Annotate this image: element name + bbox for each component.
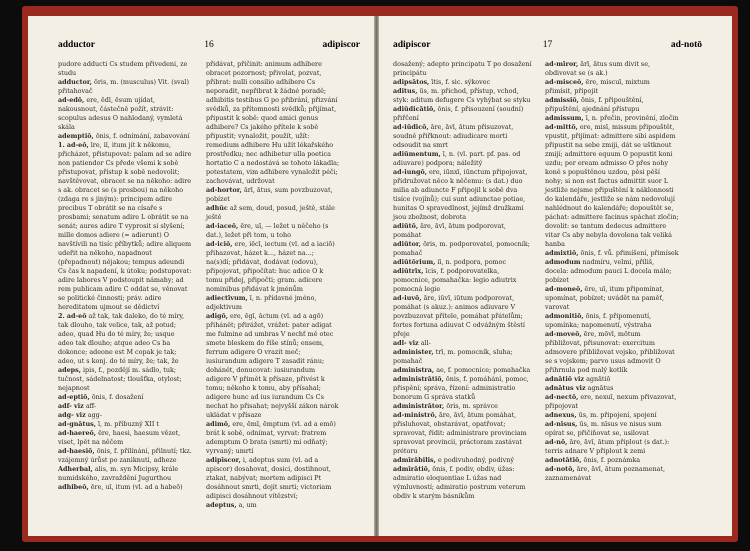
entry-headword: ad-ministrō, <box>393 411 437 419</box>
entry-definition: ōnis, f. podiv, obdiv, úžas: admiratio eloquentiae L úžas nad výmluvností; admiratio postrum veterum obdiv k starým básníkům <box>393 465 526 500</box>
dictionary-entry <box>545 312 679 330</box>
dictionary-entry <box>58 78 192 96</box>
entry-headword: admissum, <box>545 114 584 122</box>
entry-definition: pudore adducti Cs studem přivedeni, ze studu <box>58 60 188 77</box>
book-cover <box>22 6 738 542</box>
entry-headword: adductor, <box>58 78 92 86</box>
right-page-column-1 <box>393 60 533 501</box>
dictionary-entry <box>393 402 533 411</box>
right-guide-word-last: ad-notō <box>670 40 702 50</box>
entry-headword: ad-iuvō, <box>393 294 422 302</box>
dictionary-entry <box>58 402 192 411</box>
dictionary-entry <box>393 240 533 258</box>
entry-definition: ārī, ātus, sum povzbuzovat, pobízet <box>206 186 333 203</box>
entry-definition: ōris, m. (musculus) Vit. (sval) přitahovač <box>58 78 189 95</box>
right-guide-word-first: adipiscor <box>393 40 431 50</box>
entry-headword: admonitiō, <box>545 312 584 320</box>
entry-headword: ad-nectō, <box>545 393 579 401</box>
entry-definition: přidávat, přičinit: animum adhibere obracet pozornost; přivolat, pozvat, přibrat: nulli consilio adhibere Cs neporadit, nepřibrat k žádné poradě; adhibitis testibus G po přibrání, přizvání svědků, za přítomnosti svědků; přijímat, připustit k sobě: quod amici genus adhibere? Cs jakého přítele k sobě připustit; vynaložit, použít, užít: remedium adhibere Hu užít lékařského prostředku; nec adhibetur ulla poetica hortatio C a nedostává se tohoto lákadla; potestatem, vim adhibere vynaložit péči; zachovávat, udržovat <box>206 60 340 185</box>
entry-headword: ad-notō, <box>545 465 575 473</box>
entry-definition: ēre, uī, itum připomínat, upomínat, pobízet; uvádět na paměť, varovat <box>545 285 665 311</box>
entry-headword: admissiō, <box>545 96 579 104</box>
dictionary-entry <box>545 411 679 420</box>
entry-headword: adiectīvum, <box>206 294 248 302</box>
dictionary-entry <box>545 258 679 285</box>
entry-definition: ī, m. příbuzný XII t <box>98 420 159 428</box>
entry-definition: ēre, haesi, haesum vězet, viset, lpět na něčem <box>58 429 181 446</box>
entry-definition: ēre, mōvī, mōtum přibližovat, přisunovat: exercitum admovere přibližovat vojsko, přibližovat se s vojskem; parvo usus admovit O přihrnula pod malý kotlík <box>545 330 675 374</box>
entry-headword: admīrābilis, <box>393 456 436 464</box>
dictionary-entry <box>393 222 533 240</box>
entry-definition: ēre, miscuī, mixtum přimísit, připojit <box>545 78 650 95</box>
entry-definition: ere, iūnxī, iūnctum připojovat, přidružovat něco k něčemu: (s dat.) duo milia ab adiuncte F připojil k sobě dva tisíce (vojínů); cui sunt adiunctae potiae, hunitas O spravedlnost, jejímž družkami jsou zbožnost, dobrota <box>393 168 528 221</box>
entry-headword: ad-edō, <box>58 96 85 104</box>
entry-headword: adiūmentum, <box>393 150 441 158</box>
right-page-column-2 <box>545 60 679 483</box>
entry-definition: i, adeptus sum (vl. ad a apiscor) dosahovat, dosici, dostihnout, ztakat, nabývat; mortem adipisci Pt dosáhnout smrti, dojít smrti; victoriam adipisci dosáhnout vítězství; <box>206 456 332 500</box>
entry-definition: ōnis, f. dosažení <box>91 393 144 401</box>
entry-definition: ōnis, f. připomenutí, upomínka; napomenutí, výstraha <box>545 312 652 329</box>
entry-definition: ōris, m. podporovatel, pomocník; pomahač <box>393 240 530 257</box>
entry-definition: ūs, m. nīsus ve nisus sum opírat se, přičiňovat se, usilovat <box>545 420 662 437</box>
entry-headword: admodum <box>545 258 581 266</box>
dictionary-entry <box>206 240 340 294</box>
dictionary-entry <box>545 285 679 312</box>
entry-definition: trī, m. pomocník, sluha; pomahač <box>393 348 513 365</box>
entry-definition: āre, āvī, ātum pomáhat, přisluhovat, obstarávat, opatřovat; spravovat, řídit: administrare provinciam spravovat provincii, práctoram zastávat prétoru <box>393 411 527 455</box>
dictionary-entry <box>545 456 679 465</box>
entry-definition: ēre, uī, itum (vl. ad a habeō) <box>90 483 183 491</box>
dictionary-entry <box>545 438 679 456</box>
entry-definition: ōnis, f. poznámka <box>583 456 641 464</box>
entry-definition: ōnis, f. přilínání, přilnutí; tkz. vzájemný úrůst po zaniknutí, adheze <box>58 447 192 464</box>
entry-headword: 2. ad-eō <box>58 312 87 320</box>
dictionary-entry <box>545 384 679 393</box>
entry-headword: ad-mittō, <box>545 123 578 131</box>
entry-headword: ad-nīsus, <box>545 420 578 428</box>
dictionary-entry <box>393 339 533 348</box>
entry-definition: aff- <box>85 402 97 410</box>
dictionary-entry <box>393 78 533 87</box>
entry-definition: nadmíru, velmi, příliš, docela: admodum pauci L docela málo; pobízet <box>545 258 672 284</box>
entry-headword: adeptus, <box>206 501 237 509</box>
entry-definition: āre, āvī, ātum připlout (s dat.): terris adnare V připlout k zemi <box>545 438 670 455</box>
entry-headword: adiūdicātiō, <box>393 105 436 113</box>
entry-definition: ere, ēdī, ēsum ujídat, nakousnout, částečně požít, strávit: scopulus adesus O nahlodaný, vymletá skála <box>58 96 183 131</box>
dictionary-entry <box>545 249 679 258</box>
entry-headword: ad-eptiō, <box>58 393 90 401</box>
entry-definition: īre, iī, itum jít k někomu, přicházet, přistupovat: palam ad se adire non patiendor Cs přede všemi k sobě přistupovat, přístup k sobě nedovolit; navštěvovat, obracet se na někoho: adire s ak. obracet se (s prosbou) na někoho (zdaga re s jiným): principem adire precibus T obrátit se na císaře s prosbami; senatum adire L obrátit se na senát; aures adire T vyprosit si slyšení; mille domos adiere (= adierunt) O navštívili na tisíc příbytků; adire aliquem udeřit na někoho, napadnout (přepadnout) nějakou; tempus adeundi Cs čas k napadení, k útoku; podstupovat: adire labores V podstoupit námahy; ad rem publicam adire C oddat se, věnovat se politické činnosti; práv. adire hereditatem ujmout se dědictví <box>58 141 192 311</box>
dictionary-entry <box>393 348 533 366</box>
entry-headword: ad-iciō, <box>206 240 233 248</box>
entry-definition: īcis, f. podporovatelka, pomocnice, pomahačka: legio adiutrix pomocná legie <box>393 267 517 293</box>
entry-headword: adhūc <box>206 204 228 212</box>
entry-headword: ad-moneō, <box>545 285 583 293</box>
dictionary-entry <box>545 330 679 375</box>
entry-headword: adeps, <box>58 366 81 374</box>
dictionary-entry <box>393 456 533 465</box>
entry-definition: ī, n. přečin, provinění, zločin <box>585 114 679 122</box>
entry-headword: administra, <box>393 366 435 374</box>
entry-definition: ōnis, f. pomáhání, pomoc, přispění; správa, řízení: administratio bonorum G správa statků <box>393 375 529 401</box>
entry-headword: ad-haesiō, <box>58 447 95 455</box>
entry-headword: 1. ad-eō, <box>58 141 89 149</box>
dictionary-entry <box>58 420 192 429</box>
entry-headword: adiūtrīx, <box>393 267 424 275</box>
left-guide-word-last: adipiscor <box>322 40 360 50</box>
dictionary-entry <box>545 123 679 249</box>
entry-definition: all- <box>420 339 431 347</box>
dictionary-entry <box>545 60 679 78</box>
dictionary-entry <box>206 312 340 420</box>
dictionary-entry <box>545 420 679 438</box>
dictionary-entry <box>393 87 533 105</box>
dictionary-entry <box>206 204 340 222</box>
entry-headword: Adherbal, <box>58 465 93 473</box>
entry-definition: āre, āvī, ātum poznamenat, zaznamenávat <box>545 465 666 482</box>
entry-headword: adipsātos, <box>393 78 430 86</box>
dictionary-entry <box>206 60 340 186</box>
entry-headword: adnotātiō, <box>545 456 582 464</box>
entry-headword: adiūtor, <box>393 240 422 248</box>
entry-headword: admixtiō, <box>545 249 579 257</box>
dictionary-entry <box>206 456 340 501</box>
entry-definition: dosažený; adepto principatu T po dosažení principátu <box>393 60 532 77</box>
entry-definition: alis, m. syn Micipsy, krále numidského, zavraždění Jugurthou <box>58 465 179 482</box>
entry-definition: iī, n. podpora, pomoc <box>437 258 507 266</box>
entry-definition: āre, āvī, ātum přisuzovat, soudně přiřknout: adiudicare morti odsoudit na smrt <box>393 123 514 149</box>
entry-headword: ad-mīror, <box>545 60 579 68</box>
dictionary-entry <box>393 366 533 375</box>
dictionary-entry <box>206 420 340 456</box>
entry-headword: adiūtō, <box>393 222 419 230</box>
dictionary-entry <box>545 375 679 384</box>
dictionary-entry <box>58 447 192 465</box>
left-page <box>28 16 374 536</box>
left-guide-word-first: adductor <box>58 40 95 50</box>
dictionary-entry <box>545 465 679 483</box>
dictionary-entry <box>545 96 679 114</box>
dictionary-entry <box>206 294 340 312</box>
entry-definition: ere, ēgī, āctum (vl. ad a agō) přihánět; přirážet, vrážet: pater adigat me fulmine ad umbras V nechť mě otec smete bleskem do říše stínů; ensem, ferrum adigere O vrazit meč; iusiurandum adigere T zasadit ránu; dohánět, donucovat: iusiurandum adigere V přimět k přísaze, přivést k tomu; někoho k tomu, aby přísahal; adigere hunc ad ius iurandum Cs Cs nechat ho přisahat; nejvyšší zákon nárok ukládat v přísaze <box>206 312 339 419</box>
entry-definition: ārī, ātus sum divit se, obdivovat se (s ak.) <box>545 60 651 77</box>
dictionary-entry <box>58 132 192 141</box>
entry-definition: ēre, uī, — ležet u něčeho (s dat.), ležet při tom, u toho <box>206 222 329 239</box>
entry-definition: ere, iēcī, iectum (vl. ad a iaciō) přihazovat, házet k..., házet na...; na(s)dí; přidávat, dodávat (odovu), připojovat, připočítat: huc adice O k tomu přidej, připočti; gram. adicere nominibus přidávat k jménům <box>206 240 335 293</box>
entry-headword: adhibeō, <box>58 483 89 491</box>
entry-headword: adnexus, <box>545 411 577 419</box>
dictionary-entry <box>58 312 192 366</box>
entry-headword: ad-moveō, <box>545 330 582 338</box>
entry-headword: ad-gnātus, <box>58 420 96 428</box>
dictionary-entry <box>206 186 340 204</box>
entry-headword: ad-iūdicō, <box>393 123 429 131</box>
dictionary-entry <box>545 114 679 123</box>
dictionary-entry <box>206 501 340 510</box>
entry-headword: adnātiō viz <box>545 375 585 383</box>
dictionary-entry <box>545 393 679 411</box>
entry-definition: ōnis, f. vů. přimíšení, přimísek <box>580 249 679 257</box>
dictionary-entry <box>206 222 340 240</box>
entry-headword: aditus, <box>393 87 418 95</box>
entry-headword: administrātor, <box>393 402 445 410</box>
entry-definition: ōnis, f. připouštění, připuštění, ajednání přístupu <box>545 96 644 113</box>
entry-definition: āre, āvī, ātum podporovat, pomáhat <box>393 222 506 239</box>
dictionary-entry <box>393 168 533 222</box>
entry-definition: agnātus <box>587 384 614 392</box>
left-running-head <box>58 40 360 56</box>
dictionary-entry <box>58 429 192 447</box>
entry-headword: admīrātiō, <box>393 465 431 473</box>
entry-definition: ī, n. přídavné jméno, adjektivum <box>206 294 317 311</box>
dictionary-entry <box>545 78 679 96</box>
dictionary-entry <box>58 465 192 483</box>
entry-definition: až tak, tak daleko, do té míry, tak dlouho, tak velice, tak, až potud; adeo, quad Hu do té míry, že; usque adeo tak dlouho; atque adeo Cs ba dokonce; adeone est M copak je tak; adeo, ut s konj. do té míry, že; tak, že <box>58 312 185 365</box>
left-page-column-2 <box>206 60 340 510</box>
entry-headword: ad-iaceō, <box>206 222 239 230</box>
left-page-number: 16 <box>204 40 214 50</box>
entry-headword: ad-hortor, <box>206 186 242 194</box>
dictionary-entry <box>393 294 533 339</box>
entry-headword: administrātiō, <box>393 375 444 383</box>
entry-definition: a, um <box>238 501 257 509</box>
entry-headword: adnātus viz <box>545 384 586 392</box>
dictionary-entry <box>393 267 533 294</box>
entry-headword: ad-nō, <box>545 438 568 446</box>
right-running-head <box>393 40 702 56</box>
dictionary-entry <box>393 150 533 168</box>
entry-headword: adl- viz <box>393 339 419 347</box>
dictionary-entry <box>58 393 192 402</box>
dictionary-entry <box>58 96 192 132</box>
dictionary-entry <box>58 60 192 78</box>
dictionary-entry <box>58 141 192 312</box>
right-page <box>379 16 732 536</box>
dictionary-entry <box>393 465 533 501</box>
entry-definition: e podivuhodný, podivný <box>437 456 514 464</box>
entry-definition: ōnis, f. přisouzení (soudní) přiřčení <box>393 105 524 122</box>
entry-definition: ōnis, f. odnímání, zabavování <box>95 132 190 140</box>
entry-definition: ere, ēmī, ēmptum (vl. ad a emō) brát k sobě, odnímat, vyrvat: fratrem ademptum O brata (smrti) mi odňatý; vyrvaný; umrtí <box>206 420 336 455</box>
entry-headword: ad-misceō, <box>545 78 584 86</box>
entry-headword: administer, <box>393 348 434 356</box>
entry-headword: adiūtōrium, <box>393 258 436 266</box>
entry-definition: ūs, m. přichod, přístup, vchod, styk: aditum defugere Cs vyhýbat se styku <box>393 87 531 104</box>
dictionary-entry <box>393 375 533 402</box>
entry-definition: ae, f. pomocnice; pomahačka <box>436 366 531 374</box>
entry-headword: ad-haereō, <box>58 429 97 437</box>
entry-headword: adg- viz <box>58 411 86 419</box>
entry-definition: ūs, m. připojení, spojení <box>578 411 657 419</box>
dictionary-entry <box>393 123 533 150</box>
entry-headword: adf- viz <box>58 402 84 410</box>
entry-headword: ademptiō, <box>58 132 94 140</box>
dictionary-entry <box>393 105 533 123</box>
entry-definition: ītis, f. sic. sýkovec <box>431 78 491 86</box>
right-page-number: 17 <box>542 40 553 50</box>
entry-headword: adipīscor, <box>206 456 241 464</box>
dictionary-entry <box>393 258 533 267</box>
entry-definition: ere, nexuī, nexum přivazovat, připojovat <box>545 393 677 410</box>
entry-headword: ad-iungō, <box>393 168 427 176</box>
dictionary-entry <box>393 411 533 456</box>
entry-definition: ere, misī, missum připouštět, vpustit, přijímat: admittere sibi aspidem připustit na sebe zmiji, dát se uštknout zmijí; admittere equum O popustit koni uzdu; per eream admisso O přes nohy koně s popuštěnou uzdou, pěsi pěší nohy; si non est factus admittit suor L jestliže nejsme připuštění k náklonnosti do kalendáře, jestliže se nám nedovolují nahlédnout do kalendáře; dopouštět se, páchat: admittere facinus spáchat zločin; dovolit: se tantum dedecus admittere vitar Cs aby nebyla dovolena tak veliká hanba <box>545 123 679 248</box>
entry-definition: agg- <box>87 411 102 419</box>
dictionary-entry <box>58 366 192 393</box>
entry-headword: adigō, <box>206 312 228 320</box>
entry-definition: ipis, f., pozdějí m. sádlo, tuk; tučnost, sádelnatost; tloušťka, otylost; nejapnost <box>58 366 182 392</box>
dictionary-entry <box>393 60 533 78</box>
entry-definition: až sem, doud, posud, ještě, stále ještě <box>206 204 335 221</box>
dictionary-entry <box>58 483 192 492</box>
left-page-column-1 <box>58 60 192 492</box>
entry-definition: ōris, m. správce <box>446 402 498 410</box>
dictionary-entry <box>58 411 192 420</box>
entry-definition: āre, iūvī, iūtum podporovat, pomáhat (s akuz.): animos adiuvare V povzbuzovat přítele, pomáhat přátelům; fortes fortuna adiuvat C odvážným štěstí přeje <box>393 294 525 338</box>
entry-headword: adimō, <box>206 420 231 428</box>
entry-definition: ī, n. (vl. part. pf. pas. od adiuvare) podpora; náležitý <box>393 150 521 167</box>
entry-definition: agnātiō <box>586 375 611 383</box>
